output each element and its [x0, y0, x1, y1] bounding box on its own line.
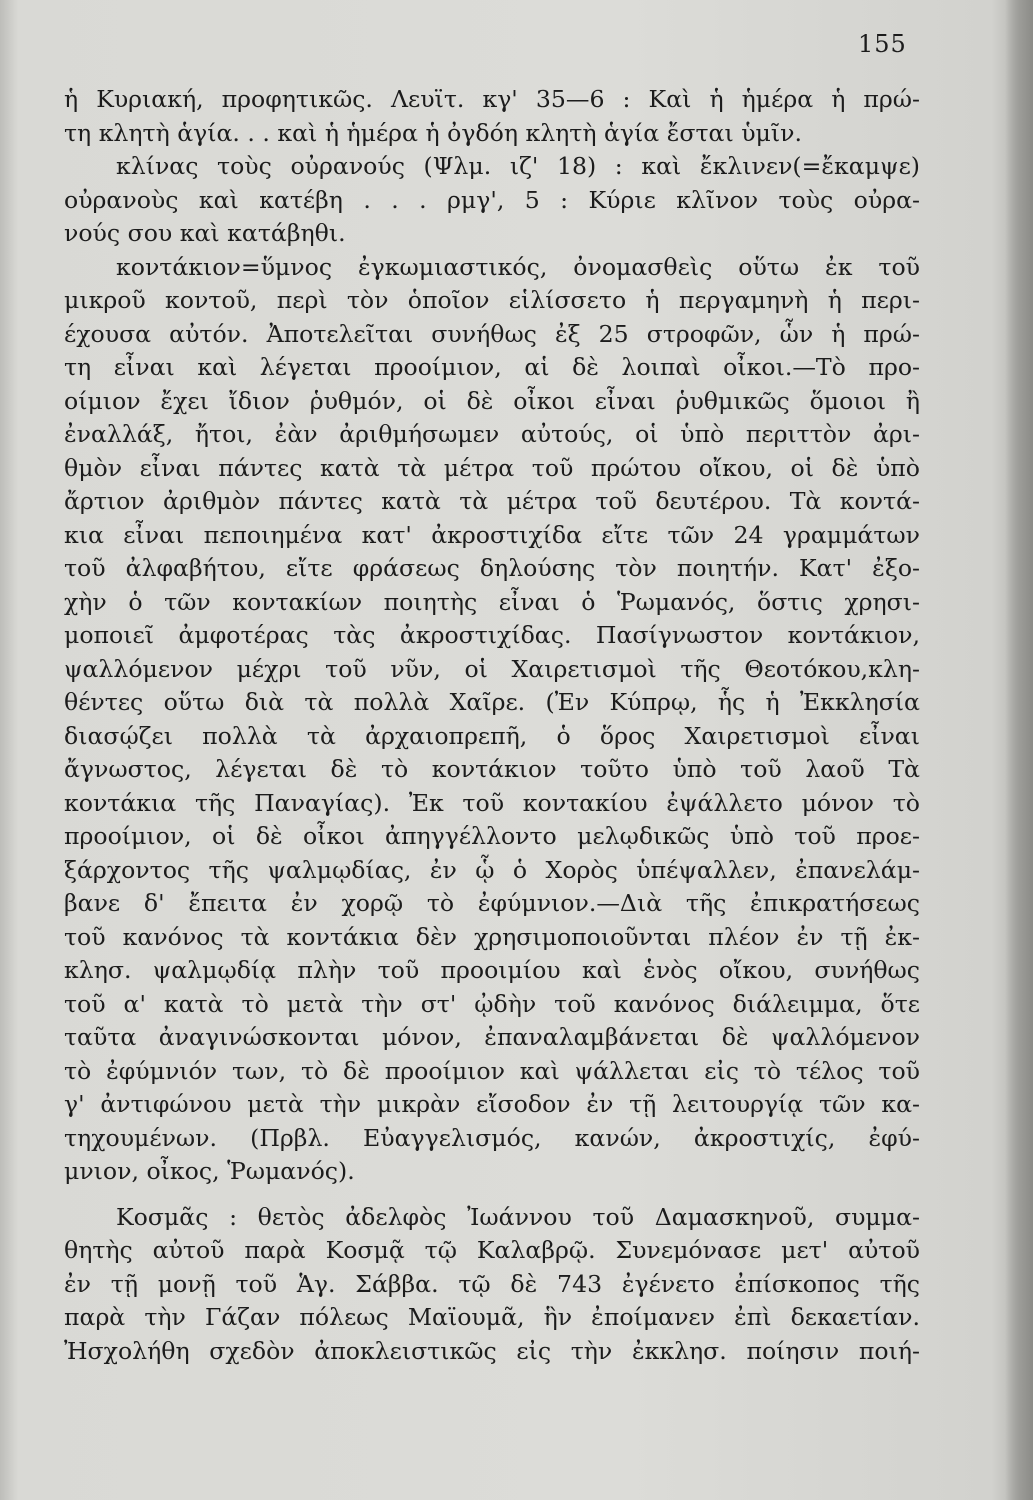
text-line: κοντάκια τῆς Παναγίας). Ἐκ τοῦ κοντακίου ἐψάλλετο μόνον τὸ [64, 788, 920, 817]
text-line: οίμιον ἔχει ἴδιον ῥυθμόν, οἱ δὲ οἶκοι εἶναι ῥυθμικῶς ὅμοιοι ἢ [64, 386, 920, 415]
text-line: τη εἶναι καὶ λέγεται προοίμιον, αἱ δὲ λοιπαὶ οἶκοι.—Τὸ προ- [64, 353, 920, 381]
entry-klinas-line: κλίνας τοὺς οὐρανούς (Ψλμ. ιζ' 18) : καὶ ἔκλινεν(=ἔκαμψε) [116, 152, 920, 180]
text-line: προοίμιον, οἱ δὲ οἶκοι ἀπηγγέλλοντο μελῳδικῶς ὑπὸ τοῦ προε- [64, 822, 920, 850]
text-line: ξάρχοντος τῆς ψαλμῳδίας, ἐν ᾧ ὁ Χορὸς ὑπέψαλλεν, ἐπανελάμ- [64, 855, 920, 884]
text-line: τη κλητὴ ἁγία. . . καὶ ἡ ἡμέρα ἡ ὀγδόη κλητὴ ἁγία ἔσται ὑμῖν. [64, 118, 802, 147]
text-line: ψαλλόμενον μέχρι τοῦ νῦν, οἱ Χαιρετισμοὶ τῆς Θεοτόκου,κλη- [64, 654, 920, 683]
text-line: κια εἶναι πεποιημένα κατ' ἀκροστιχίδα εἴτε τῶν 24 γραμμάτων [64, 520, 920, 549]
text-line: Ἠσχολήθη σχεδὸν ἀποκλειστικῶς εἰς τὴν ἐκκλησ. ποίησιν ποιή- [64, 1336, 920, 1365]
text-line: ἄγνωστος, λέγεται δὲ τὸ κοντάκιον τοῦτο ὑπὸ τοῦ λαοῦ Τὰ [64, 755, 920, 783]
text-line: μνιον, οἶκος, Ῥωμανός). [64, 1157, 355, 1185]
page-body [64, 83, 920, 1368]
text-line: διασῴζει πολλὰ τὰ ἀρχαιοπρεπῆ, ὁ ὅρος Χαιρετισμοὶ εἶναι [64, 721, 920, 750]
text-line: θητὴς αὐτοῦ παρὰ Κοσμᾷ τῷ Καλαβρῷ. Συνεμόνασε μετ' αὐτοῦ [64, 1236, 920, 1264]
entry-kontakion-line: κοντάκιον=ὕμνος ἐγκωμιαστικός, ὀνομασθεὶς οὕτω ἐκ τοῦ [116, 252, 920, 281]
entry-kosmas-line: Κοσμᾶς : θετὸς ἀδελφὸς Ἰωάννου τοῦ Δαμασκηνοῦ, συμμα- [116, 1202, 920, 1231]
text-line: τοῦ α' κατὰ τὸ μετὰ τὴν στ' ᾠδὴν τοῦ κανόνος διάλειμμα, ὅτε [64, 989, 920, 1018]
text-line: τοῦ κανόνος τὰ κοντάκια δὲν χρησιμοποιοῦνται πλέον ἐν τῇ ἐκ- [64, 922, 920, 951]
text-line: μικροῦ κοντοῦ, περὶ τὸν ὁποῖον εἱλίσσετο ἡ περγαμηνὴ ἡ περι- [64, 286, 920, 314]
text-line: τὸ ἐφύμνιόν των, τὸ δὲ προοίμιον καὶ ψάλλεται εἰς τὸ τέλος τοῦ [64, 1056, 920, 1085]
text-line: κλησ. ψαλμῳδίᾳ πλὴν τοῦ προοιμίου καὶ ἑνὸς οἴκου, συνήθως [64, 956, 920, 984]
page-edge-shadow [1005, 0, 1033, 1500]
text-line: ἐν τῇ μονῇ τοῦ Ἁγ. Σάββα. τῷ δὲ 743 ἐγένετο ἐπίσκοπος τῆς [64, 1269, 920, 1298]
text-line: τηχουμένων. (Πρβλ. Εὐαγγελισμός, κανών, ἀκροστιχίς, ἐφύ- [64, 1123, 920, 1152]
text-line: έχουσα αὐτόν. Ἀποτελεῖται συνήθως ἐξ 25 στροφῶν, ὧν ἡ πρώ- [64, 319, 920, 348]
text-line: θμὸν εἶναι πάντες κατὰ τὰ μέτρα τοῦ πρώτου οἴκου, οἱ δὲ ὑπὸ [64, 453, 920, 482]
text-line: οὐρανοὺς καὶ κατέβη . . . ρμγ', 5 : Κύριε κλῖνον τοὺς οὐρα- [64, 185, 920, 214]
text-line: γ' ἀντιφώνου μετὰ τὴν μικρὰν εἴσοδον ἐν τῇ λειτουργίᾳ τῶν κα- [64, 1090, 920, 1118]
text-line: νούς σου καὶ κατάβηθι. [64, 219, 346, 247]
text-line: θέντες οὕτω διὰ τὰ πολλὰ Χαῖρε. (Ἐν Κύπρῳ, ἧς ἡ Ἐκκλησία [64, 688, 920, 716]
text-line: παρὰ τὴν Γάζαν πόλεως Μαϊουμᾶ, ἣν ἐποίμανεν ἐπὶ δεκαετίαν. [64, 1303, 920, 1331]
page-number: 155 [858, 30, 907, 58]
text-line: μοποιεῖ ἀμφοτέρας τὰς ἀκροστιχίδας. Πασίγνωστον κοντάκιον, [64, 621, 920, 649]
paragraph-gap [64, 1189, 920, 1201]
text-line: ἐναλλάξ, ἤτοι, ἐὰν ἀριθμήσωμεν αὐτούς, οἱ ὑπὸ περιττὸν ἀρι- [64, 420, 920, 448]
text-line: ἡ Κυριακή, προφητικῶς. Λευϊτ. κγ' 35—6 : Καὶ ἡ ἡμέρα ἡ πρώ- [64, 85, 920, 113]
text-line: τοῦ ἀλφαβήτου, εἴτε φράσεως δηλούσης τὸν ποιητήν. Κατ' ἐξο- [64, 554, 920, 582]
text-line: βανε δ' ἔπειτα ἐν χορῷ τὸ ἐφύμνιον.—Διὰ τῆς ἐπικρατήσεως [64, 889, 920, 917]
text-line: ταῦτα ἀναγινώσκονται μόνον, ἐπαναλαμβάνεται δὲ ψαλλόμενον [64, 1023, 920, 1051]
text-line: χὴν ὁ τῶν κοντακίων ποιητὴς εἶναι ὁ Ῥωμανός, ὅστις χρησι- [64, 587, 920, 616]
text-line: ἄρτιον ἀριθμὸν πάντες κατὰ τὰ μέτρα τοῦ δευτέρου. Τὰ κοντά- [64, 487, 920, 515]
